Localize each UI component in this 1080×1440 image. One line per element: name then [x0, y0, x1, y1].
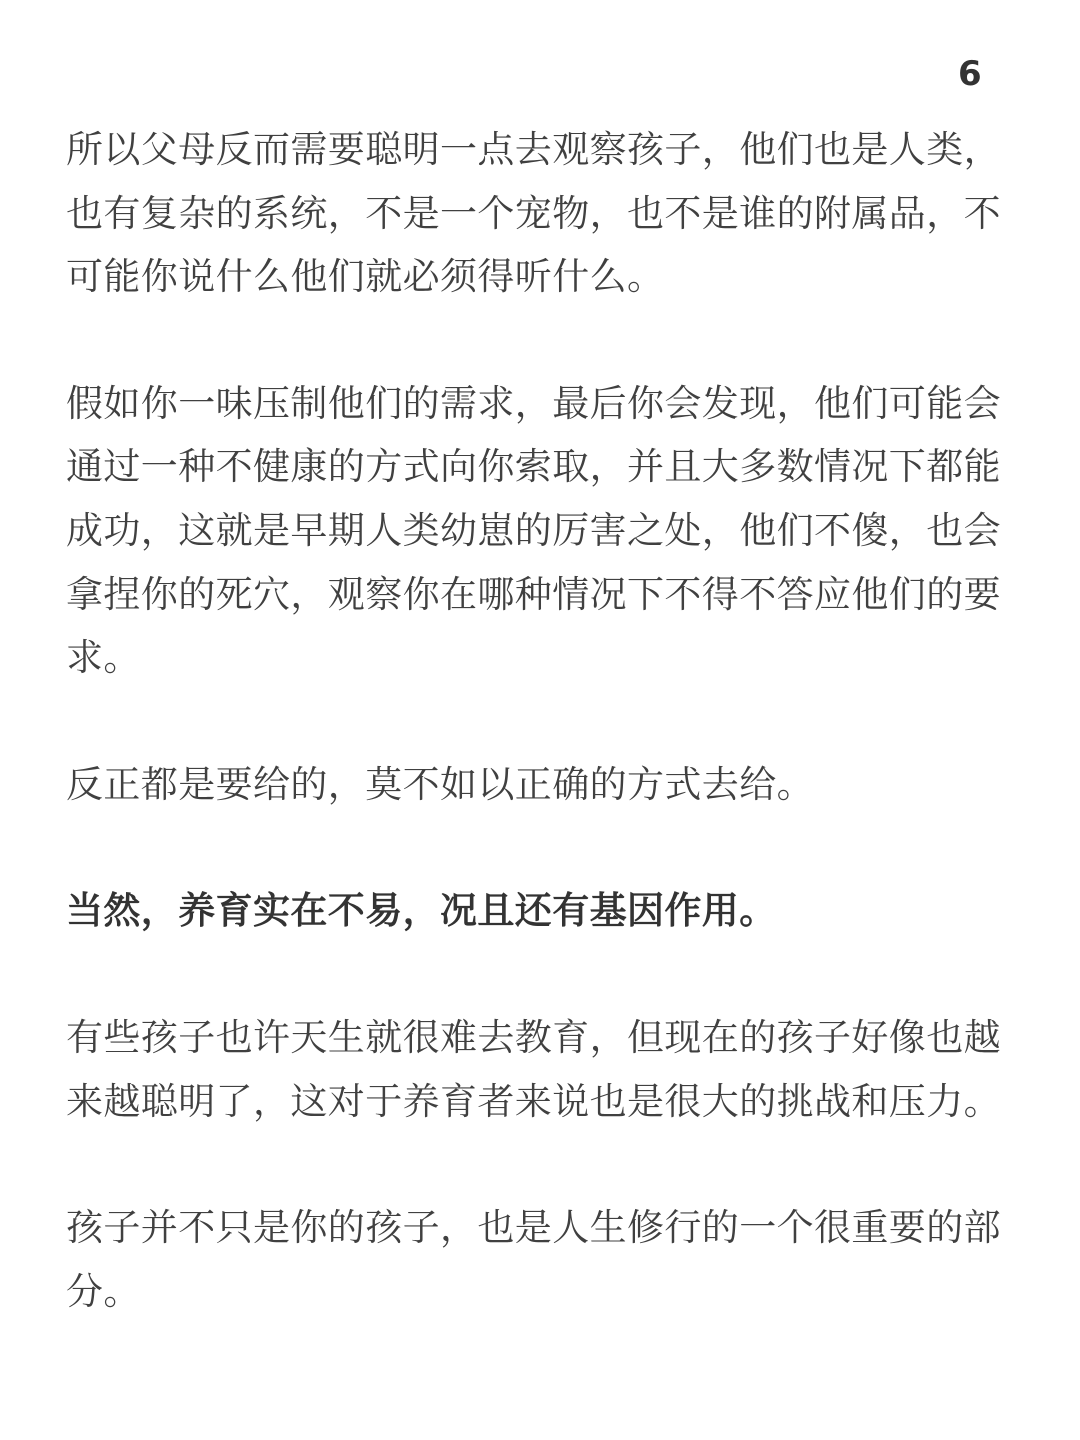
text-line: 拿捏你的死穴，观察你在哪种情况下不得不答应他们的要	[66, 572, 1001, 616]
page-number: 6	[958, 54, 982, 94]
text-line: 来越聪明了，这对于养育者来说也是很大的挑战和压力。	[66, 1079, 1001, 1123]
text-line: 成功，这就是早期人类幼崽的厉害之处，他们不傻，也会	[66, 508, 1001, 552]
paragraph-5	[66, 1006, 1016, 1133]
text-line: 也有复杂的系统，不是一个宠物，也不是谁的附属品，不	[66, 191, 1001, 235]
article-body	[66, 118, 1016, 1386]
text-line: 孩子并不只是你的孩子，也是人生修行的一个很重要的部	[66, 1206, 1001, 1250]
paragraph-1	[66, 118, 1016, 309]
text-line: 反正都是要给的，莫不如以正确的方式去给。	[66, 762, 814, 806]
text-line: 有些孩子也许天生就很难去教育，但现在的孩子好像也越	[66, 1015, 1001, 1059]
paragraph-2	[66, 372, 1016, 690]
text-line: 假如你一味压制他们的需求，最后你会发现，他们可能会	[66, 381, 1001, 425]
text-line: 通过一种不健康的方式向你索取，并且大多数情况下都能	[66, 445, 1001, 489]
text-line: 当然，养育实在不易，况且还有基因作用。	[66, 889, 777, 933]
text-line: 所以父母反而需要聪明一点去观察孩子，他们也是人类，	[66, 128, 1001, 171]
paragraph-3	[66, 753, 1016, 817]
text-line: 求。	[66, 636, 141, 680]
text-line: 可能你说什么他们就必须得听什么。	[66, 255, 665, 299]
paragraph-6	[66, 1196, 1016, 1323]
text-line: 分。	[66, 1269, 141, 1313]
paragraph-4-emphasis	[66, 879, 1016, 943]
